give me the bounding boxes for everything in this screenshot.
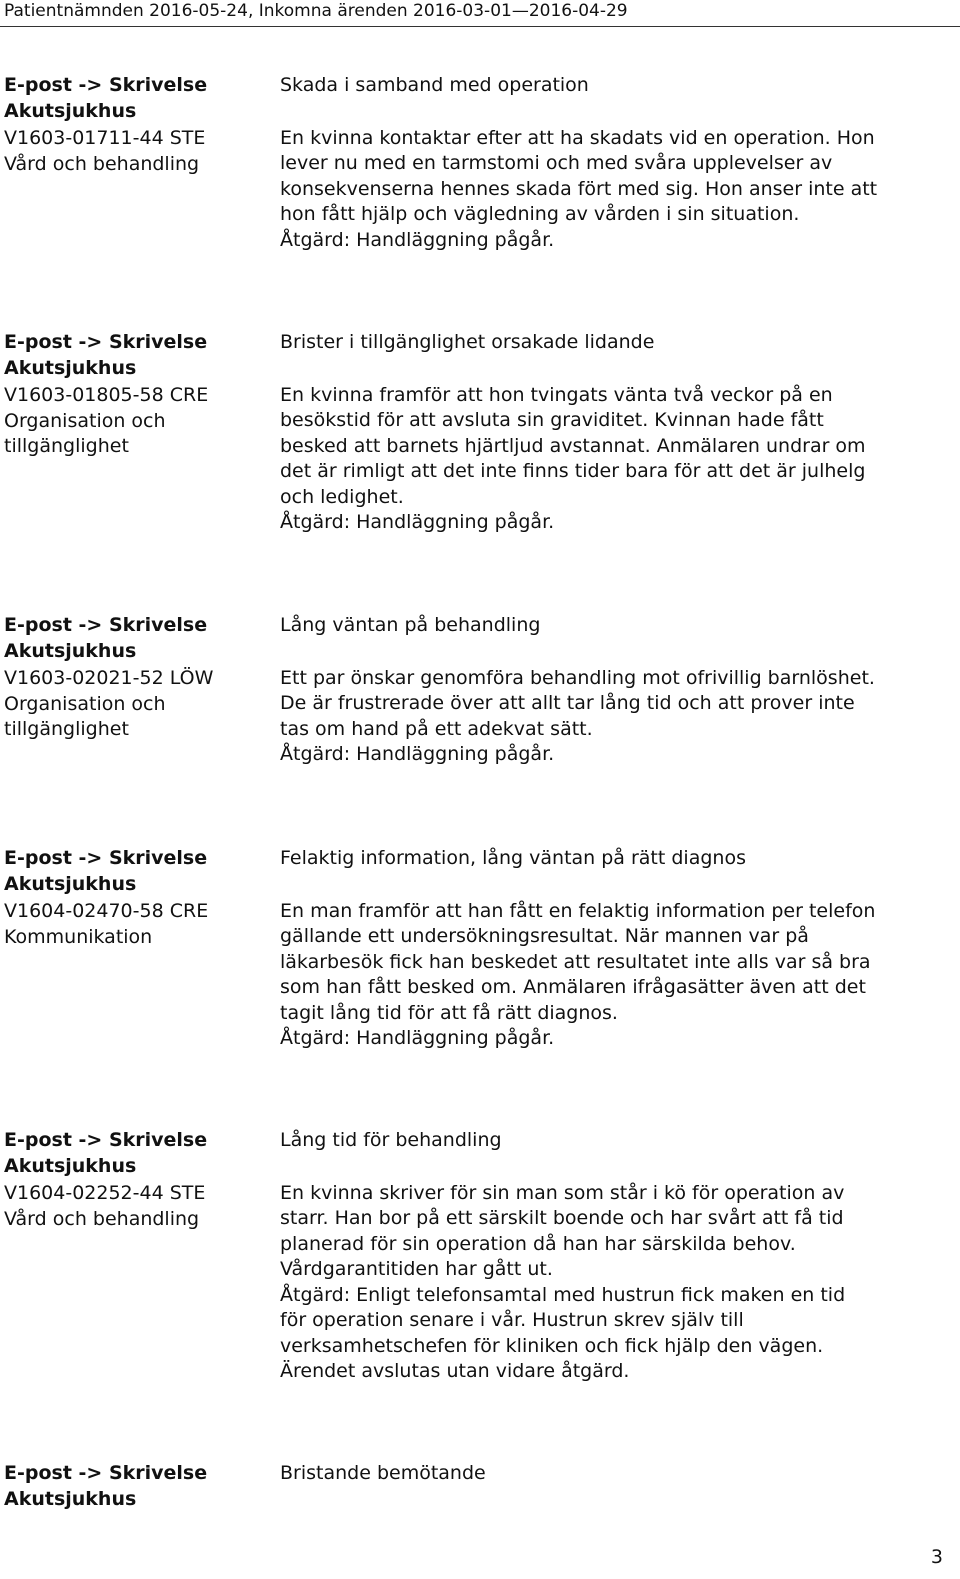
case-content bbox=[280, 330, 948, 536]
action-line: Åtgärd: Handläggning pågår. bbox=[280, 743, 555, 765]
case-title: Lång väntan på behandling bbox=[280, 614, 541, 636]
case-id: V1603-02021-52 LÖW bbox=[4, 667, 214, 689]
case-unit: Akutsjukhus bbox=[4, 1154, 137, 1177]
case-description bbox=[280, 383, 948, 511]
case-title: Brister i tillgänglighet orsakade lidande bbox=[280, 331, 655, 353]
case-id: V1604-02252-44 STE bbox=[4, 1182, 206, 1204]
description-line: starr. Han bor på ett särskilt boende och har svårt att få tid bbox=[280, 1207, 844, 1229]
description-line: besked att barnets hjärtljud avstannat. Anmälaren undrar om bbox=[280, 434, 866, 457]
description-line: En kvinna skriver för sin man som står i kö för operation av bbox=[280, 1181, 845, 1204]
description-line: planerad för sin operation då han har särskilda behov. bbox=[280, 1232, 796, 1255]
case-meta bbox=[4, 846, 272, 950]
case-meta bbox=[4, 613, 272, 743]
description-line: tas om hand på ett adekvat sätt. bbox=[280, 717, 593, 740]
case-channel: E-post -> Skrivelse bbox=[4, 1462, 208, 1484]
case-channel: E-post -> Skrivelse bbox=[4, 74, 208, 96]
case-channel: E-post -> Skrivelse bbox=[4, 847, 208, 869]
case-content bbox=[280, 613, 948, 768]
case-action bbox=[280, 742, 948, 768]
case-action bbox=[280, 228, 948, 254]
case-action bbox=[280, 1283, 948, 1385]
description-line: och ledighet. bbox=[280, 485, 404, 508]
case-title: Skada i samband med operation bbox=[280, 74, 589, 96]
description-line: En man framför att han fått en felaktig information per telefon bbox=[280, 899, 876, 922]
case-action bbox=[280, 1026, 948, 1052]
description-line: De är frustrerade över att allt tar lång tid och att prover inte bbox=[280, 692, 855, 714]
case-description bbox=[280, 666, 948, 743]
case-title: Bristande bemötande bbox=[280, 1462, 486, 1484]
description-line: En kvinna kontaktar efter att ha skadats vid en operation. Hon bbox=[280, 126, 875, 149]
action-line: Åtgärd: Handläggning pågår. bbox=[280, 1027, 555, 1049]
case-unit: Akutsjukhus bbox=[4, 356, 137, 379]
description-line: gällande ett undersökningsresultat. När mannen var på bbox=[280, 925, 809, 947]
case-channel: E-post -> Skrivelse bbox=[4, 1129, 208, 1151]
description-line: Ett par önskar genomföra behandling mot ofrivillig barnlöshet. bbox=[280, 666, 875, 689]
action-line: Ärendet avslutas utan vidare åtgärd. bbox=[280, 1360, 630, 1382]
case-channel: E-post -> Skrivelse bbox=[4, 331, 208, 353]
description-line: som han fått besked om. Anmälaren ifrågasätter även att det bbox=[280, 976, 866, 998]
action-line: för operation senare i vår. Hustrun skrev själv till bbox=[280, 1309, 744, 1331]
description-line: En kvinna framför att hon tvingats vänta två veckor på en bbox=[280, 383, 833, 406]
case-channel: E-post -> Skrivelse bbox=[4, 614, 208, 636]
description-line: läkarbesök fick han beskedet att resultatet inte alls var så bra bbox=[280, 950, 871, 973]
case-title: Lång tid för behandling bbox=[280, 1129, 502, 1151]
case-category: Organisation och tillgänglighet bbox=[4, 409, 166, 457]
case-category: Vård och behandling bbox=[4, 1207, 200, 1230]
case-title: Felaktig information, lång väntan på rätt diagnos bbox=[280, 847, 746, 869]
action-line: Åtgärd: Handläggning pågår. bbox=[280, 228, 555, 251]
case-id: V1603-01711-44 STE bbox=[4, 127, 206, 149]
description-line: lever nu med en tarmstomi och med svåra upplevelser av bbox=[280, 152, 833, 174]
case-action bbox=[280, 510, 948, 536]
case-unit: Akutsjukhus bbox=[4, 1487, 137, 1510]
header-text: Patientnämnden 2016-05-24, Inkomna ärenden 2016-03-01—2016-04-29 bbox=[4, 1, 628, 21]
case-content bbox=[280, 1128, 948, 1385]
case-meta bbox=[4, 73, 272, 177]
case-content bbox=[280, 846, 948, 1052]
case-content bbox=[280, 73, 948, 253]
case-unit: Akutsjukhus bbox=[4, 872, 137, 895]
case-meta bbox=[4, 1461, 272, 1512]
case-description bbox=[280, 126, 948, 228]
description-line: hon fått hjälp och vägledning av vården i sin situation. bbox=[280, 203, 800, 225]
action-line: Åtgärd: Enligt telefonsamtal med hustrun fick maken en tid bbox=[280, 1283, 846, 1306]
page-number: 3 bbox=[930, 1546, 943, 1568]
case-unit: Akutsjukhus bbox=[4, 639, 137, 662]
action-line: verksamhetschefen för kliniken och fick hjälp den vägen. bbox=[280, 1334, 824, 1357]
case-unit: Akutsjukhus bbox=[4, 99, 137, 122]
description-line: det är rimligt att det inte finns tider bara för att det är julhelg bbox=[280, 460, 866, 482]
description-line: tagit lång tid för att få rätt diagnos. bbox=[280, 1001, 618, 1024]
case-meta bbox=[4, 330, 272, 460]
case-category: Vård och behandling bbox=[4, 152, 200, 175]
description-line: konsekvenserna hennes skada fört med sig. Hon anser inte att bbox=[280, 177, 878, 200]
case-id: V1604-02470-58 CRE bbox=[4, 900, 209, 922]
case-meta bbox=[4, 1128, 272, 1232]
case-id: V1603-01805-58 CRE bbox=[4, 384, 209, 406]
description-line: besökstid för att avsluta sin graviditet. Kvinnan hade fått bbox=[280, 409, 824, 431]
description-line: Vårdgarantitiden har gått ut. bbox=[280, 1258, 553, 1280]
action-line: Åtgärd: Handläggning pågår. bbox=[280, 511, 555, 533]
case-content bbox=[280, 1461, 948, 1487]
case-description bbox=[280, 899, 948, 1027]
page-header bbox=[0, 0, 960, 27]
case-category: Kommunikation bbox=[4, 925, 153, 948]
case-description bbox=[280, 1181, 948, 1283]
case-category: Organisation och tillgänglighet bbox=[4, 692, 166, 740]
